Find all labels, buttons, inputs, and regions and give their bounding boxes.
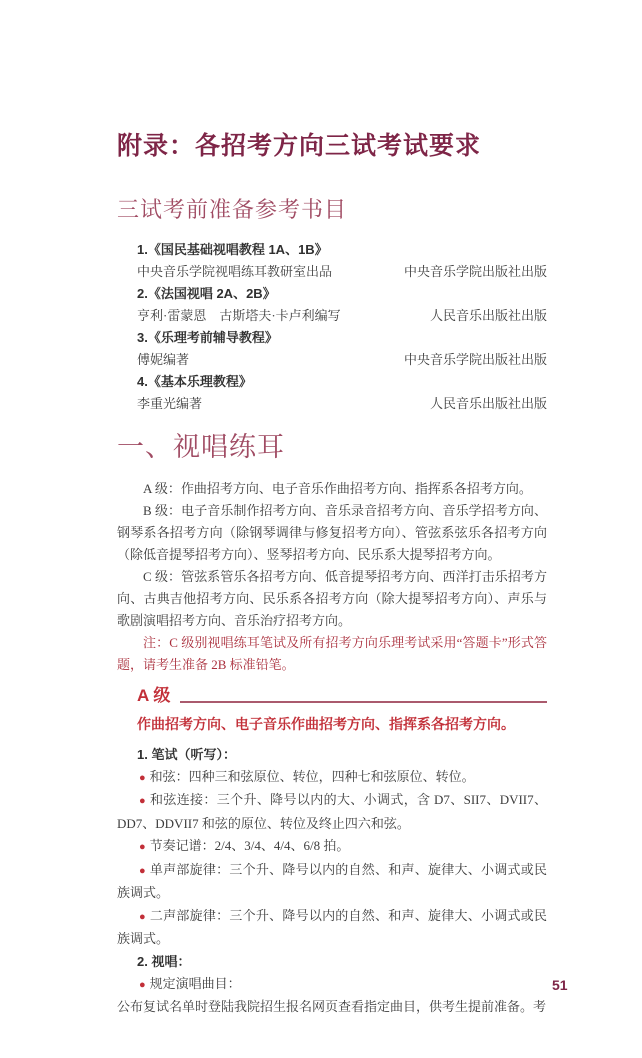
level-a-subtitle: 作曲招考方向、电子音乐作曲招考方向、指挥系各招考方向。 bbox=[137, 715, 515, 732]
page-number: 51 bbox=[552, 977, 568, 993]
list-item-text: 规定演唱曲目： bbox=[149, 975, 241, 991]
bullet-icon: ● bbox=[139, 978, 146, 991]
exam-note: 注：C 级别视唱练耳笔试及所有招考方向乐理考试采用“答题卡”形式答题，请考生准备 2B 标准铅笔。 bbox=[117, 634, 547, 672]
book-publisher: 中央音乐学院出版社出版 bbox=[403, 351, 547, 367]
book-title: 3.《乐理考前辅导教程》 bbox=[137, 329, 278, 345]
sight-singing-paragraph: 公布复试名单时登陆我院招生报名网页查看指定曲目，供考生提前准备。考 bbox=[117, 999, 547, 1014]
book-publisher: 人民音乐出版社出版 bbox=[429, 395, 547, 411]
book-author: 中央音乐学院视唱练耳教研室出品 bbox=[137, 263, 333, 279]
book-publisher: 人民音乐出版社出版 bbox=[429, 307, 547, 323]
list-item bbox=[117, 789, 547, 835]
book-author: 亨利·雷蒙恩 古斯塔夫·卡卢利编写 bbox=[137, 307, 341, 323]
sight-singing-list bbox=[117, 973, 547, 997]
book-meta bbox=[137, 393, 547, 415]
book-publisher: 中央音乐学院出版社出版 bbox=[403, 263, 547, 279]
book-meta bbox=[137, 349, 547, 371]
list-item bbox=[117, 973, 547, 997]
book-author: 李重光编著 bbox=[137, 395, 203, 411]
book-item bbox=[117, 327, 547, 371]
list-item-text: 和弦连接：三个升、降号以内的大、小调式，含 D7、SII7、DVII7、DD7、DDVII7 和弦的原位、转位及终止四六和弦。 bbox=[117, 792, 547, 831]
sight-singing-heading: 2. 视唱： bbox=[137, 953, 191, 969]
list-item-text: 二声部旋律：三个升、降号以内的自然、和声、旋律大、小调式或民族调式。 bbox=[117, 907, 547, 946]
level-a-label: A 级 bbox=[137, 685, 171, 705]
list-item bbox=[117, 835, 547, 859]
book-meta bbox=[137, 261, 547, 283]
section-heading-sight-singing: 一、视唱练耳 bbox=[117, 431, 285, 462]
level-a-rule bbox=[180, 701, 547, 703]
bullet-icon: ● bbox=[139, 795, 146, 807]
book-item bbox=[117, 371, 547, 415]
book-author: 傅妮编著 bbox=[137, 351, 190, 367]
book-item bbox=[117, 239, 547, 283]
bullet-icon: ● bbox=[139, 841, 146, 853]
book-title: 1.《国民基础视唱教程 1A、1B》 bbox=[137, 241, 328, 257]
page-title: 附录：各招考方向三试考试要求 bbox=[117, 132, 482, 160]
book-title: 2.《法国视唱 2A、2B》 bbox=[137, 285, 276, 301]
book-title: 4.《基本乐理教程》 bbox=[137, 373, 252, 389]
list-item bbox=[117, 766, 547, 790]
bullet-icon: ● bbox=[139, 910, 146, 923]
level-a-section bbox=[117, 684, 547, 1019]
level-a-paragraph: A 级：作曲招考方向、电子音乐作曲招考方向、指挥系各招考方向。 bbox=[143, 480, 532, 496]
level-c-paragraph: C 级：管弦系管乐各招考方向、低音提琴招考方向、西洋打击乐招考方向、古典吉他招考方向、民乐系各招考方向（除大提琴招考方向）、声乐与歌剧演唱招考方向、音乐治疗招考方向。 bbox=[117, 568, 547, 628]
list-item bbox=[117, 905, 547, 951]
list-item-text: 和弦：四种三和弦原位、转位，四种七和弦原位、转位。 bbox=[149, 768, 475, 784]
content-column bbox=[117, 0, 547, 1018]
level-a-header bbox=[137, 684, 547, 706]
bullet-icon: ● bbox=[139, 864, 146, 877]
bullet-icon: ● bbox=[139, 771, 146, 784]
level-b-paragraph: B 级：电子音乐制作招考方向、音乐录音招考方向、音乐学招考方向、钢琴系各招考方向（除钢琴调律与修复招考方向）、管弦系弦乐各招考方向（除低音提琴招考方向）、竖琴招考方向、民乐系大提琴招考方向。 bbox=[117, 502, 547, 562]
list-item bbox=[117, 859, 547, 905]
list-item-text: 单声部旋律：三个升、降号以内的自然、和声、旋律大、小调式或民族调式。 bbox=[117, 861, 547, 900]
list-item-text: 节奏记谱：2/4、3/4、4/4、6/8 拍。 bbox=[149, 838, 350, 853]
book-meta bbox=[137, 305, 547, 327]
written-test-list bbox=[117, 766, 547, 951]
level-descriptions bbox=[117, 478, 547, 632]
written-test-heading: 1. 笔试（听写）： bbox=[137, 746, 236, 762]
book-item bbox=[117, 283, 547, 327]
booklist-heading: 三试考前准备参考书目 bbox=[117, 197, 348, 223]
reference-book-list bbox=[117, 239, 547, 415]
